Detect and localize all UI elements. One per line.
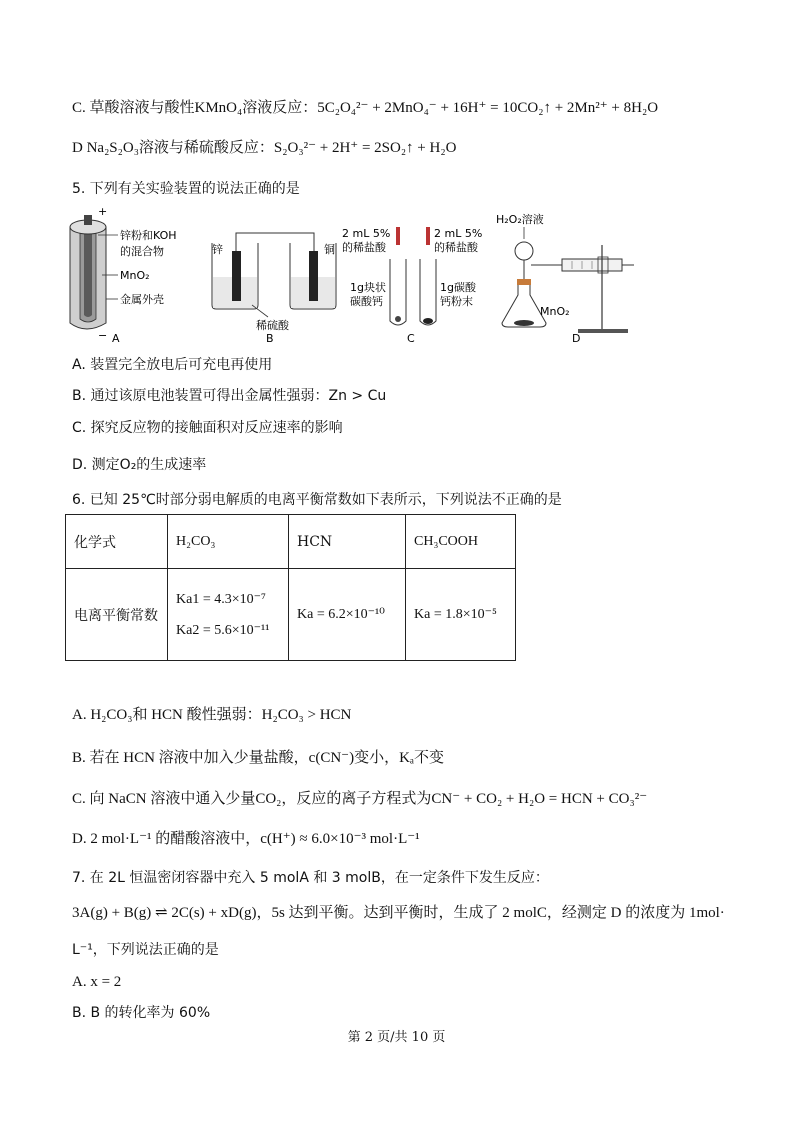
ka2-value: Ka2 = 5.6×10⁻¹¹ [176,622,270,638]
table-cell [168,569,289,661]
label-D: D [572,332,581,345]
option-7b: B. B 的转化率为 60% [72,1005,211,1021]
label-C: C [407,332,415,345]
gas-generation-diagram [496,212,634,345]
question-5: 5. 下列有关实验装置的说法正确的是 [72,181,300,197]
label-B: B [266,332,274,345]
shell-label: 金属外壳 [120,293,164,306]
plus-label: + [98,205,108,218]
caco3-block-line2: 碳酸钙 [350,295,383,308]
question-7-line3: L⁻¹，下列说法正确的是 [72,942,219,958]
question-7-line2: 3A(g) + B(g) ⇌ 2C(s) + xD(g)，5s 达到平衡。达到平衡时，生成了 2 molC，经测定 D 的浓度为 1mol· [72,905,725,921]
option-6d: D. 2 mol·L⁻¹ 的醋酸溶液中，c(H⁺) ≈ 6.0×10⁻³ mol·L⁻¹ [72,831,420,847]
question-7-line1: 7. 在 2L 恒温密闭容器中充入 5 molA 和 3 molB，在一定条件下发生反应： [72,870,549,886]
hcl1-line2: 的稀盐酸 [342,241,386,254]
caco3-powder-line1: 1g碳酸 [440,281,476,294]
question-6: 6. 已知 25℃时部分弱电解质的电离平衡常数如下表所示，下列说法不正确的是 [72,492,562,508]
acid-label: 稀硫酸 [256,319,289,332]
option-5c: C. 探究反应物的接触面积对反应速率的影响 [72,420,343,436]
battery-diagram [70,205,177,345]
table-cell: HCN [289,515,406,569]
h2o2-label: H₂O₂溶液 [496,213,544,226]
hcl2-line1: 2 mL 5% [434,227,483,240]
table-row [66,569,516,661]
table-cell: Ka = 6.2×10⁻¹⁰ [289,569,406,661]
option-4c: C. 草酸溶液与酸性KMnO₄溶液反应：5C₂O₄²⁻ + 2MnO₄⁻ + 16H⁺ = 10CO₂↑ + 2Mn²⁺ + 8H₂O [72,100,659,116]
zinc-label: 锌 [212,243,223,256]
minus-label: − [98,329,108,342]
caco3-block-line1: 1g块状 [350,281,386,294]
table-cell: Ka = 1.8×10⁻⁵ [406,569,516,661]
table-header-row [66,515,516,569]
option-5a: A. 装置完全放电后可充电再使用 [72,357,273,373]
table-cell: H₂CO₃ [168,515,289,569]
galvanic-cell-diagram [212,233,336,345]
ionization-constants-table [65,514,516,661]
hcl1-line1: 2 mL 5% [342,227,391,240]
table-cell: 化学式 [66,515,168,569]
test-tubes-diagram [342,227,482,345]
option-6b: B. 若在 HCN 溶液中加入少量盐酸，c(CN⁻)变小，Kₐ不变 [72,750,445,766]
option-4d: D Na₂S₂O₃溶液与稀硫酸反应：S₂O₃²⁻ + 2H⁺ = 2SO₂↑ + H₂O [72,140,457,156]
option-6a: A. H₂CO₃和 HCN 酸性强弱：H₂CO₃ > HCN [72,707,352,723]
option-5b: B. 通过该原电池装置可得出金属性强弱：Zn > Cu [72,388,387,404]
caco3-powder-line2: 钙粉末 [440,295,473,308]
apparatus-figure [62,205,642,345]
table-cell: 电离平衡常数 [66,569,168,661]
option-7a: A. x = 2 [72,974,122,990]
copper-label: 铜 [324,243,335,256]
page-footer: 第 2 页/共 10 页 [347,1030,446,1045]
hcl2-line2: 的稀盐酸 [434,241,478,254]
label-A: A [112,332,120,345]
mno2-d-label: MnO₂ [540,305,570,318]
table-cell: CH₃COOH [406,515,516,569]
zn-koh-label: 锌粉和KOH [120,229,177,242]
ka1-value: Ka1 = 4.3×10⁻⁷ [176,591,266,607]
mixture-label: 的混合物 [120,245,164,258]
mno2-label: MnO₂ [120,269,150,282]
option-6c: C. 向 NaCN 溶液中通入少量CO₂，反应的离子方程式为CN⁻ + CO₂ + H₂O = HCN + CO₃²⁻ [72,791,648,807]
option-5d: D. 测定O₂的生成速率 [72,457,207,473]
